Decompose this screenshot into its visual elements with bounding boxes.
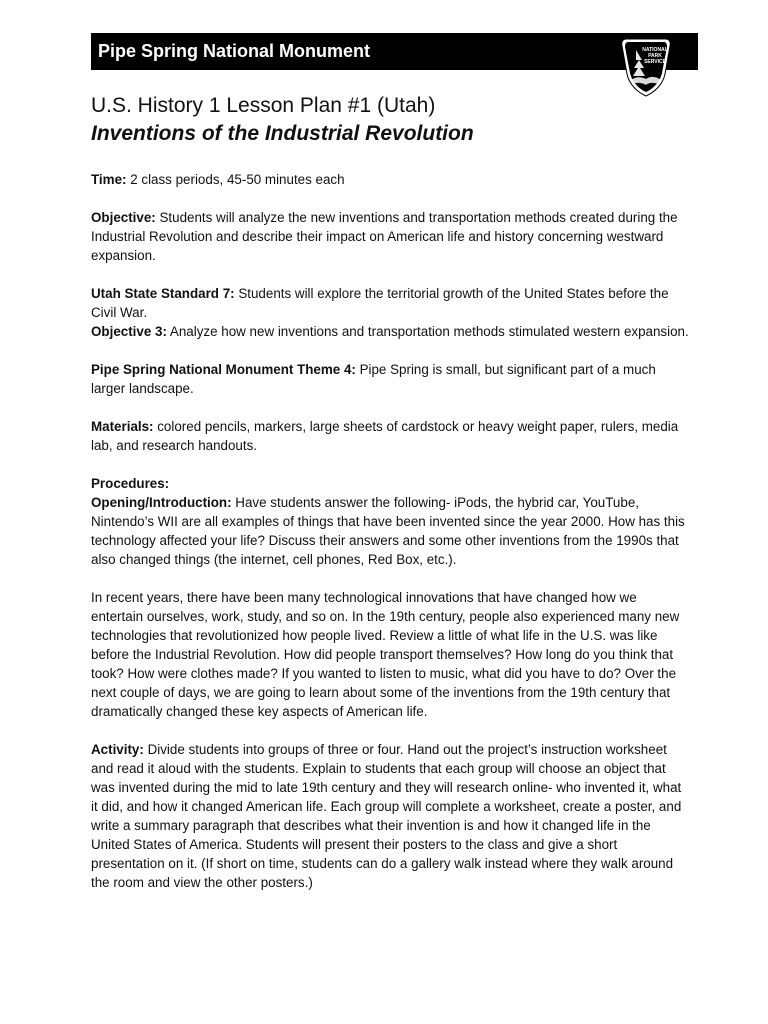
activity-text: Divide students into groups of three or four. Hand out the project’s instruction worksheet and read it aloud with the students. Explain to students that each group will choose an object that was invented during the mid to late 19th century and they will research online- who invented it, what it did, and how it changed American life. Each group will complete a worksheet, create a poster, and write a summary paragraph that describes what their invention is and how it changed life in the United States of America. Students will present their posters to the class and give a short presentation on it. (If short on time, students can do a gallery walk instead where they walk around the room and view the other posters.) (91, 742, 682, 890)
document-body (91, 92, 691, 892)
standard-paragraph (91, 284, 691, 322)
standard-label: Utah State Standard 7: (91, 286, 235, 301)
theme-label: Pipe Spring National Monument Theme 4: (91, 362, 356, 377)
recent-years-paragraph: In recent years, there have been many technological innovations that have changed how we entertain ourselves, work, study, and so on. In the 19th century, people also experienced many new technologies that revolutionized how people lived. Review a little of what life in the U.S. was like before the Industrial Revolution. How did people transport themselves? How long do you think that took? How were clothes made? If you wanted to listen to music, what did you have to do? Over the next couple of days, we are going to learn about some of the inventions from the 19th century that dramatically changed these key aspects of American life. (91, 590, 680, 719)
objective-paragraph (91, 208, 691, 265)
logo-text-service: SERVICE (644, 59, 666, 65)
procedures-label: Procedures: (91, 476, 170, 491)
theme-text: Pipe Spring is small, but significant part of a much larger landscape. (91, 362, 656, 396)
materials-label: Materials: (91, 419, 154, 434)
doc-title: U.S. History 1 Lesson Plan #1 (Utah) (91, 94, 436, 117)
time-paragraph (91, 170, 691, 189)
theme-paragraph (91, 360, 691, 398)
activity-label: Activity: (91, 742, 144, 757)
activity-paragraph (91, 740, 691, 892)
header-title: Pipe Spring National Monument (98, 41, 371, 61)
doc-subtitle: Inventions of the Industrial Revolution (91, 122, 474, 145)
opening-label: Opening/Introduction: (91, 495, 232, 510)
procedures-heading (91, 474, 691, 493)
opening-paragraph (91, 493, 691, 569)
materials-text: colored pencils, markers, large sheets of cardstock or heavy weight paper, rulers, media lab, and research handouts. (91, 419, 679, 453)
materials-paragraph (91, 417, 691, 455)
nps-arrowhead-icon (618, 36, 674, 98)
objective3-paragraph (91, 322, 691, 341)
time-label: Time: (91, 172, 127, 187)
time-text: 2 class periods, 45-50 minutes each (126, 172, 345, 187)
standard-text: Students will explore the territorial growth of the United States before the Civil War. (91, 286, 669, 320)
header-bar (91, 33, 698, 70)
logo-text-park: PARK (648, 53, 662, 59)
opening-text: Have students answer the following- iPods, the hybrid car, YouTube, Nintendo’s WII are all examples of things that have been invented since the year 2000. How has this technology affected your life? Discuss their answers and some other inventions from the 1990s that also changed things (the internet, cell phones, Red Box, etc.). (91, 495, 685, 567)
objective3-text: Analyze how new inventions and transportation methods stimulated western expansion. (166, 324, 689, 339)
logo-text-national: NATIONAL (642, 47, 668, 53)
objective-label: Objective: (91, 210, 156, 225)
objective-text: Students will analyze the new inventions and transportation methods created during the Industrial Revolution and describe their impact on American life and history concerning westward expansion. (91, 210, 678, 263)
objective3-label: Objective 3: (91, 324, 167, 339)
